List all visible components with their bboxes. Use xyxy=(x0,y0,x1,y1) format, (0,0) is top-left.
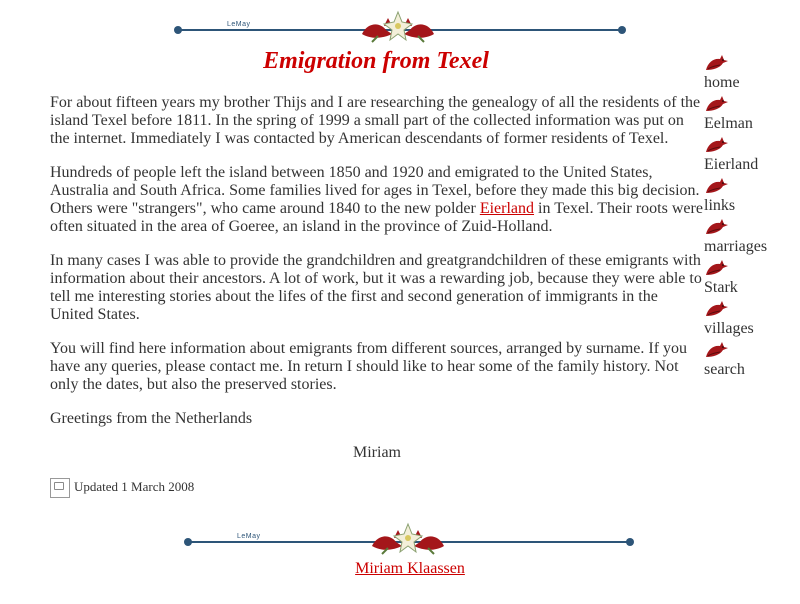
sidebar-item-villages[interactable] xyxy=(704,300,794,341)
sidebar-item-marriages[interactable] xyxy=(704,218,794,259)
cardinal-bird-icon xyxy=(704,177,728,195)
greetings-text: Greetings from the Netherlands xyxy=(50,410,253,427)
sidebar-item-search[interactable] xyxy=(704,341,794,382)
cardinal-bird-icon xyxy=(704,136,728,154)
paragraph-emigration-text-start: Hundreds of people left the island between 1850 and 1920 and emigrated to the United States, Australia and South Africa. Some families lived for ages in Texel, before they made this big decision. Others were "strangers", who came around 1840 to the new polder xyxy=(50,164,700,217)
sidebar-item-stark[interactable] xyxy=(704,259,794,300)
sidebar-item-label: home xyxy=(704,74,740,91)
cardinal-bird-icon xyxy=(704,218,728,236)
footer xyxy=(0,560,800,578)
paragraph-emigration xyxy=(50,164,704,236)
sidebar-item-label: Eelman xyxy=(704,115,753,132)
cardinal-bird-icon xyxy=(704,54,728,72)
sidebar-nav xyxy=(704,54,794,382)
page-title: Emigration from Texel xyxy=(263,48,489,74)
sidebar-item-eelman[interactable] xyxy=(704,95,794,136)
footer-partial-link[interactable] xyxy=(364,586,374,604)
cardinal-bird-icon xyxy=(704,300,728,318)
updated-text: Updated 1 March 2008 xyxy=(74,478,195,494)
broken-image-icon xyxy=(50,478,70,498)
sidebar-item-links[interactable] xyxy=(704,177,794,218)
bottom-banner xyxy=(180,522,640,562)
sidebar-item-label: search xyxy=(704,361,745,378)
sidebar-item-label: Stark xyxy=(704,279,738,296)
sidebar-item-label: marriages xyxy=(704,238,768,255)
sidebar-item-label: villages xyxy=(704,320,754,337)
sidebar-item-label: Eierland xyxy=(704,156,759,173)
banner-brand-label: LeMay xyxy=(237,533,261,540)
main-content xyxy=(50,94,704,478)
top-banner xyxy=(170,10,630,50)
sidebar-item-home[interactable] xyxy=(704,54,794,95)
sidebar-item-label: links xyxy=(704,197,736,214)
updated-note xyxy=(50,478,194,498)
cardinal-bird-icon xyxy=(704,341,728,359)
eierland-link[interactable]: Eierland xyxy=(479,200,535,217)
banner-brand-label: LeMay xyxy=(227,21,251,28)
sidebar-item-eierland[interactable] xyxy=(704,136,794,177)
cardinal-bird-icon xyxy=(704,259,728,277)
cardinal-bird-icon xyxy=(704,95,728,113)
author-link[interactable]: Miriam Klaassen xyxy=(355,560,465,577)
signature: Miriam xyxy=(353,444,401,461)
paragraph-intro: For about fifteen years my brother Thijs and I are researching the genealogy of all the residents of the island Texel before 1811. In the spring of 1999 a small part of the collected information was put on the internet. Immediately I was contacted by American descendants of former residents of Texel. xyxy=(50,94,701,147)
paragraph-contact: You will find here information about emigrants from different sources, arranged by surname. If you have any queries, please contact me. In return I should like to hear some of the family history. Not only the dates, but also the preserved stories. xyxy=(50,340,688,393)
paragraph-descendants: In many cases I was able to provide the grandchildren and greatgrandchildren of these emigrants with information about their ancestors. A lot of work, but it was a rewarding job, because they were able to tell me interesting stories about the lifes of the first and second generation of immigrants in the United States. xyxy=(50,252,702,323)
paragraph-emigration-text-end: in Texel. Their roots were often situated in the area of Goeree, an island in the province of Zuid-Holland. xyxy=(50,200,703,235)
